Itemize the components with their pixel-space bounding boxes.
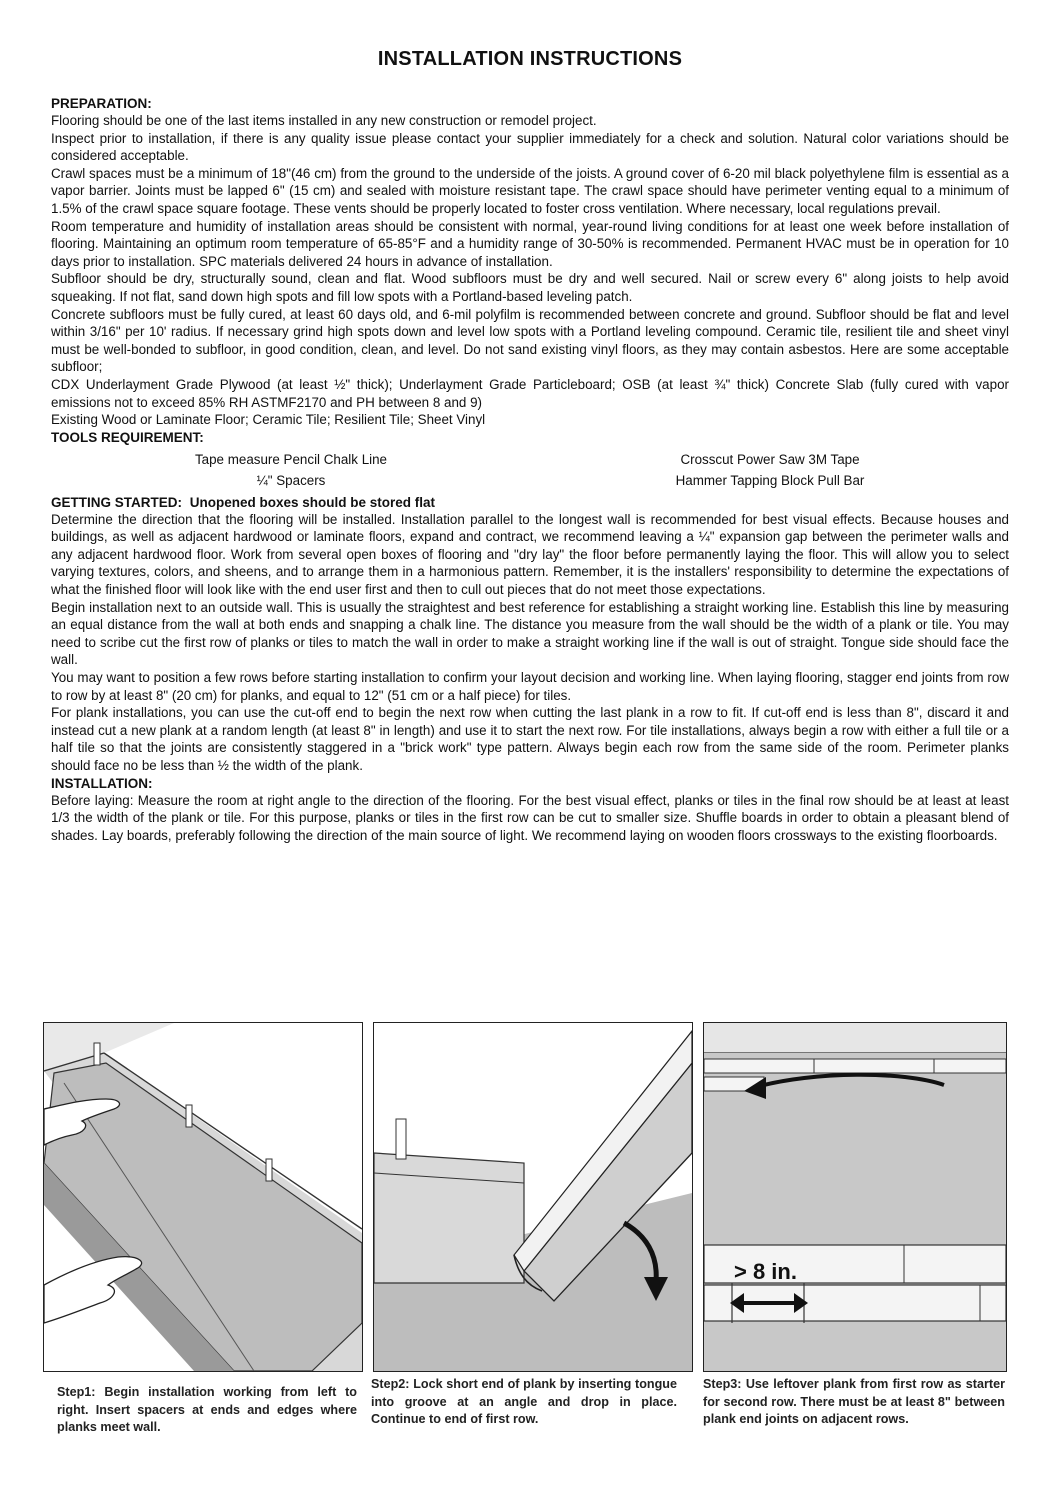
tools-heading: TOOLS REQUIREMENT: (51, 429, 204, 445)
gs-paragraph-4: For plank installations, you can use the cut-off end to begin the next row when cutting the last plank in a row to fit. If cut-off end is less than 8", discard it and instead cut a new plank at a random length (at least 8" in length) and use it to start the next row. For tile installations, always begin a row with either a full tile or a half tile so that the joints are consistently staggered in a "brick work" type pattern. Always begin each row from the same side of the room. Perimeter planks should face no be less than ½ the width of the plank. (51, 705, 1009, 773)
installation-section (51, 775, 1009, 845)
prep-paragraph-8: Existing Wood or Laminate Floor; Ceramic Tile; Resilient Tile; Sheet Vinyl (51, 412, 486, 428)
preparation-heading: PREPARATION: (51, 96, 152, 111)
prep-paragraph-5: Subfloor should be dry, structurally sound, clean and flat. Wood subfloors must be dry and well secured. Nail or screw every 6" along joists to help avoid squeaking. If not flat, sand down high spots and fill low spots with a Portland-based leveling patch. (51, 271, 1009, 304)
getting-started-section (51, 494, 1009, 775)
step2-figure (373, 1022, 693, 1372)
step1-figure (43, 1022, 363, 1372)
step3-distance-label: > 8 in. (734, 1259, 797, 1284)
step3-illustration (704, 1023, 1006, 1371)
prep-paragraph-2: Inspect prior to installation, if there is any quality issue please contact your supplier immediately for a check and solution. Natural color variations should be considered acceptable. (51, 130, 1009, 164)
step1-illustration (44, 1023, 362, 1371)
document-page (51, 48, 1009, 844)
tools-left-1: Tape measure Pencil Chalk Line (194, 451, 388, 467)
tools-right-2: Hammer Tapping Block Pull Bar (675, 472, 865, 488)
prep-paragraph-7: CDX Underlayment Grade Plywood (at least ½" thick); Underlayment Grade Particleboard; OSB (at least ¾" thick) Concrete Slab (fully cured with vapor emissions not to exceed 85% RH ASTMF2170 and PH between 8 and 9) (51, 376, 1009, 410)
getting-started-subheading: Unopened boxes should be stored flat (189, 494, 436, 510)
step3-figure (703, 1022, 1007, 1372)
getting-started-heading: GETTING STARTED: (51, 494, 182, 510)
prep-paragraph-4: Room temperature and humidity of installation areas should be consistent with normal, year-round living conditions for at least one week before installation of flooring. Maintaining an optimum room temperature of 65-85°F and a humidity range of 30-50% is recommended. Permanent HVAC must be in operation for 10 days prior to installation. SPC materials delivered 24 hours in advance of installation. (51, 218, 1009, 269)
gs-paragraph-2: Begin installation next to an outside wall. This is usually the straightest and best reference for establishing a straight working line. Establish this line by measuring an equal distance from the wall at both ends and snapping a chalk line. The distance you measure from the wall should be the width of a plank or tile. You may need to scribe cut the first row of planks or tiles to match the wall in order to make a straight working line if the wall is out of straight. Tongue side should face the wall. (51, 599, 1009, 668)
prep-paragraph-3: Crawl spaces must be a minimum of 18"(46 cm) from the ground to the underside of the joists. A ground cover of 6-20 mil black polyethylene film is essential as a vapor barrier. Joints must be lapped 6" (15 cm) and sealed with moisture resistant tape. The crawl space should have perimeter venting equal to a minimum of 1.5% of the crawl space square footage. These vents should be properly located to foster cross ventilation. Where necessary, local regulations prevail. (51, 165, 1009, 216)
install-paragraph-1: Before laying: Measure the room at right angle to the direction of the flooring. For the best visual effect, planks or tiles in the final row should be at least at least 1/3 the width of the plank or tile. For this purpose, planks or tiles in the first row can be cut to smaller size. Shuffle boards in order to obtain a pleasant blend of shades. Lay boards, preferably following the direction of the main source of light. We recommend laying on wooden floors crossways to the existing floorboards. (51, 792, 1009, 843)
getting-started-heading-line (51, 494, 1009, 511)
preparation-section (51, 95, 1009, 429)
step1-caption: Step1: Begin installation working from left to right. Insert spacers at ends and edges where planks meet wall. (57, 1385, 357, 1434)
page-title: INSTALLATION INSTRUCTIONS (377, 48, 683, 70)
step3-caption: Step3: Use leftover plank from first row as starter for second row. There must be at least 8" between plank end joints on adjacent rows. (703, 1377, 1005, 1426)
tools-list (51, 449, 1009, 491)
step2-illustration (374, 1023, 692, 1371)
tools-section (51, 429, 1009, 491)
tools-left-2: ¼" Spacers (256, 472, 326, 488)
gs-paragraph-1: Determine the direction that the flooring will be installed. Installation parallel to the longest wall is recommended for best visual effects. Because houses and buildings, as well as adjacent hardwood or laminate floors, expand and contract, we recommend leaving a ¼" expansion gap between the perimeter walls and any adjacent hardwood floor. Work from several open boxes of flooring and "dry lay" the floor before permanently laying the floor. This will allow you to select varying textures, colors, and sheens, and to arrange them in a harmonious pattern. Remember, it is the installers' responsibility to determine the expectations of what the finished floor will look like with the end user first and then to cull out pieces that do not meet those expectations. (51, 511, 1009, 598)
installation-heading: INSTALLATION: (51, 775, 153, 791)
tools-right-1: Crosscut Power Saw 3M Tape (680, 451, 860, 467)
step2-caption: Step2: Lock short end of plank by inserting tongue into groove at an angle and drop in place. Continue to end of first row. (371, 1377, 677, 1426)
step-figures (43, 1022, 1015, 1370)
prep-paragraph-6: Concrete subfloors must be fully cured, at least 60 days old, and 6-mil polyfilm is recommended between concrete and ground. Subfloor should be flat and level within 3/16" per 10' radius. If necessary grind high spots down and level low spots with a Portland leveling compound. Ceramic tile, resilient tile and sheet vinyl must be well-bonded to subfloor, in good condition, clean, and level. Do not sand existing vinyl floors, as they may contain asbestos. Here are some acceptable subfloor; (51, 306, 1009, 375)
gs-paragraph-3: You may want to position a few rows before starting installation to confirm your layout decision and working line. When laying flooring, stagger end joints from row to row by at least 8" (20 cm) for planks, and equal to 12" (51 cm or a half piece) for tiles. (51, 670, 1009, 703)
prep-paragraph-1: Flooring should be one of the last items installed in any new construction or remodel project. (51, 113, 597, 128)
